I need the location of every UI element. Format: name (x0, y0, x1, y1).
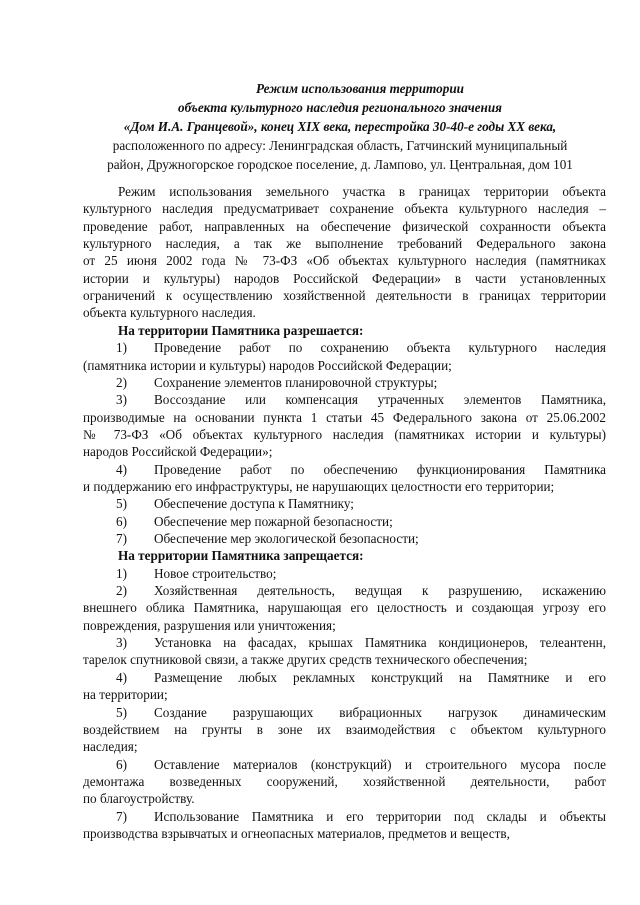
prohibited-item-number: 4) (116, 669, 127, 685)
allowed-item-text: (памятника истории и культуры) народов Российской Федерации; (83, 357, 452, 373)
prohibited-item-text: внешнего облика Памятника, нарушающая его целостность и создающая угрозу его (83, 600, 606, 616)
prohibited-item-text: Оставление материалов (конструкций) и строительного мусора после (154, 756, 606, 772)
prohibited-item-text: воздействием на грунты в зоне их взаимодействия с объектом культурного (83, 721, 606, 737)
prohibited-item-number: 1) (116, 565, 127, 581)
allowed-item-number: 7) (116, 531, 127, 546)
intro-line: от 25 июня 2002 года № 73-ФЗ «Об объектах культурного наследия (памятниках (83, 253, 606, 269)
title-line-1: Режим использования территории (255, 81, 464, 96)
intro-line: Режим использования земельного участка в границах территории объекта (118, 184, 606, 199)
prohibited-item-number: 7) (116, 808, 127, 824)
allowed-item-text: Обеспечение мер экологической безопасности; (154, 531, 419, 546)
title-line-3: «Дом И.А. Гранцевой», конец XIX века, перестройка 30-40-е годы XX века, (123, 119, 557, 134)
allowed-item-text: Сохранение элементов планировочной структуры; (154, 374, 438, 390)
prohibited-item-text: Размещение любых рекламных конструкций на Памятнике и его (154, 669, 606, 685)
prohibited-item-text: по благоустройству. (83, 791, 195, 807)
allowed-item-text: производимые на основании пункта 1 статьи 45 Федерального закона от 25.06.2002 (83, 409, 606, 425)
intro-line: культурного наследия предусматривает сохранение объекта культурного наследия – (83, 201, 606, 217)
allowed-item-text: Обеспечение доступа к Памятнику; (154, 496, 354, 512)
prohibited-item-text: производства взрывчатых и огнеопасных материалов, предметов и веществ, (83, 825, 510, 841)
prohibited-item-text: Новое строительство; (154, 565, 277, 581)
intro-line: истории и культуры) народов Российской Федерации» в части установленных (83, 270, 606, 286)
prohibited-item-number: 5) (116, 704, 127, 720)
address-line-2: район, Дружногорское городское поселение, д. Лампово, ул. Центральная, дом 101 (107, 157, 573, 172)
allowed-item-number: 3) (116, 392, 127, 408)
prohibited-item-text: Установка на фасадах, крышах Памятника кондиционеров, телеантенн, (154, 635, 606, 651)
prohibited-item-text: тарелок спутниковой связи, а также других средств технического обеспечения; (83, 652, 528, 668)
prohibited-item-text: Использование Памятника и его территории под склады и объекты (154, 808, 606, 824)
allowed-item-text: № 73-ФЗ «Об объектах культурного наследия (памятниках истории и культуры) (83, 426, 606, 442)
prohibited-item-number: 2) (116, 583, 127, 599)
prohibited-item-text: Создание разрушающих вибрационных нагрузок динамическим (154, 704, 606, 720)
allowed-item-number: 6) (116, 513, 127, 529)
prohibited-item-text: на территории; (83, 687, 168, 703)
allowed-item-number: 4) (116, 461, 127, 477)
title-line-2: объекта культурного наследия регионального значения (178, 100, 502, 115)
intro-line: культурного наследия, а так же выполнение требований Федерального закона (83, 236, 606, 252)
intro-line: ограничений к осуществлению хозяйственной деятельности в границах территории (83, 288, 606, 304)
allowed-item-number: 5) (116, 496, 127, 512)
prohibited-item-number: 6) (116, 756, 127, 772)
allowed-item-number: 2) (116, 374, 127, 390)
prohibited-item-text: наследия; (83, 739, 138, 755)
allowed-item-text: и поддержанию его инфраструктуры, не нарушающих целостности его территории; (83, 478, 555, 494)
intro-line: объекта культурного наследия. (83, 305, 256, 321)
prohibited-item-text: Хозяйственная деятельность, ведущая к разрушению, искажению (154, 583, 606, 599)
intro-line: проведение работ, направленных на обеспечение физической сохранности объекта (83, 218, 606, 234)
allowed-item-number: 1) (116, 340, 127, 356)
prohibited-item-text: демонтажа возведенных сооружений, хозяйственной деятельности, работ (83, 773, 606, 789)
address-line-1: расположенного по адресу: Ленинградская область, Гатчинский муниципальный (112, 138, 568, 153)
allowed-item-text: народов Российской Федерации»; (83, 444, 273, 460)
allowed-item-text: Проведение работ по обеспечению функционирования Памятника (154, 461, 606, 477)
allowed-heading: На территории Памятника разрешается: (118, 322, 364, 338)
allowed-item-text: Обеспечение мер пожарной безопасности; (154, 513, 393, 529)
prohibited-heading: На территории Памятника запрещается: (118, 548, 364, 564)
allowed-item-text: Проведение работ по сохранению объекта культурного наследия (154, 340, 606, 356)
allowed-item-text: Воссоздание или компенсация утраченных элементов Памятника, (154, 392, 606, 408)
prohibited-item-number: 3) (116, 635, 127, 651)
prohibited-item-text: повреждения, разрушения или уничтожения; (83, 617, 336, 633)
